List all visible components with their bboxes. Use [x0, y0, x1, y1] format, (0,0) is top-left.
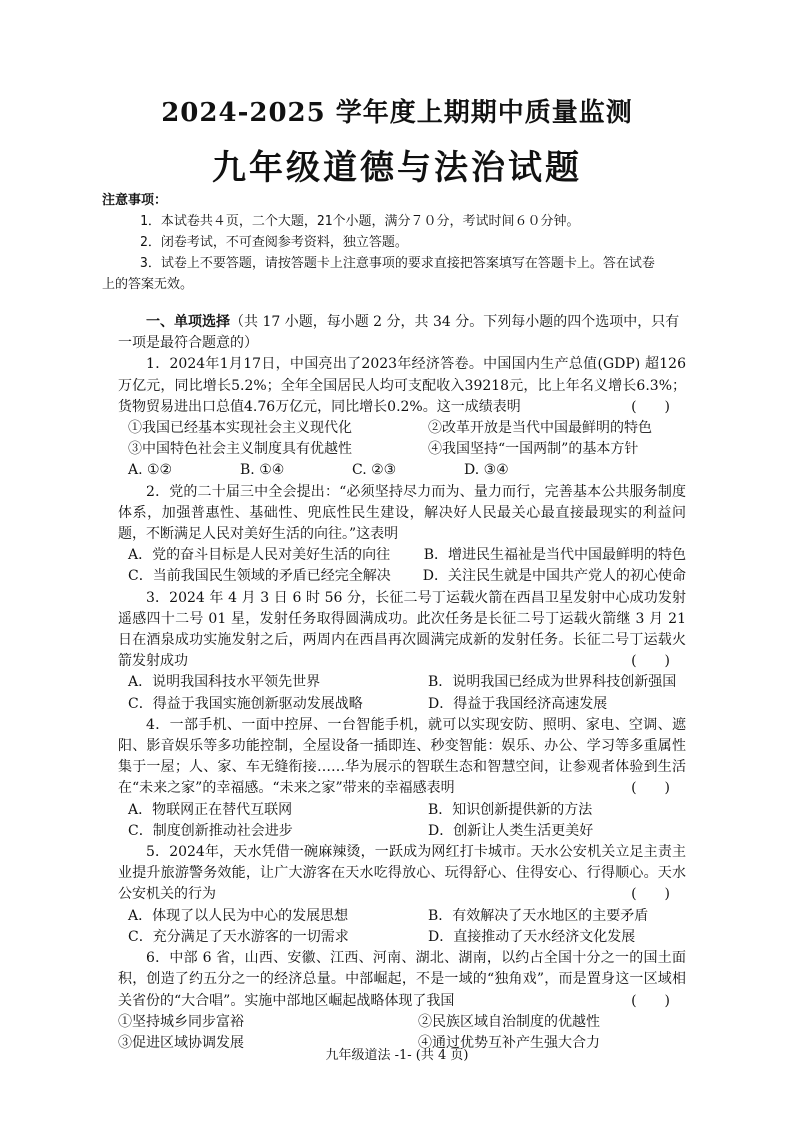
choice-a: A．说明我国科技水平领先世界 [128, 674, 321, 691]
section-instructions: （共 17 小题，每小题 2 分，共 34 分。下列每小题的四个选项中，只有一项是最符合题意的） [118, 314, 680, 352]
choice-b: B．增进民生福祉是当代中国最鲜明的特色 [423, 547, 686, 564]
choice-b: B．知识创新提供新的方法 [428, 801, 593, 818]
answer-blank: ( ) [631, 653, 670, 670]
statement-2: ②改革开放是当代中国最鲜明的特色 [428, 420, 652, 437]
choice-a: A．党的奋斗目标是人民对美好生活的向往 [128, 547, 391, 564]
choice-d: D. ③④ [464, 462, 509, 479]
section-title: 一、单项选择 [146, 314, 230, 330]
choice-c: C．当前我国民生领域的矛盾已经完全解决 [128, 568, 391, 585]
answer-blank: ( ) [631, 398, 670, 415]
question-4-stem [118, 715, 686, 800]
question-text: 6．中部 6 省，山西、安徽、江西、河南、湖北、湖南，以约占全国十分之一的国土面积，创造了约五分之一的经济总量。中部崛起，不是一域的“独角戏”，而是置身这一区域相关省份的“大合唱”。实施中部地区崛起战略体现了我国 [118, 950, 686, 1009]
question-6-stem [118, 948, 686, 1012]
option-row [118, 800, 686, 821]
notes-block [102, 190, 718, 295]
choice-row [118, 460, 686, 481]
note-item-continued: 上的答案无效。 [102, 277, 194, 292]
statement-3: ③中国特色社会主义制度具有优越性 [128, 441, 352, 458]
choice-d: D．直接推动了天水经济文化发展 [428, 928, 636, 945]
option-row [118, 821, 686, 842]
option-row [118, 672, 686, 693]
statement-1: ①我国已经基本实现社会主义现代化 [128, 420, 352, 437]
option-row [118, 545, 686, 566]
statement-2: ②民族区域自治制度的优越性 [418, 1013, 600, 1030]
notes-heading: 注意事项： [102, 193, 168, 208]
option-row [118, 418, 686, 439]
exam-subtitle: 九年级道德与法治试题 [212, 148, 582, 188]
question-text: 4．一部手机、一面中控屏、一台智能手机，就可以实现安防、照明、家电、空调、遮阳、影音娱乐等多功能控制，全屋设备一插即连、秒变智能：娱乐、办公、学习等多重属性集于一屋；人、家、车无缝衔接……华为展示的智联生态和智慧空间，让参观者体验到生活在“未来之家”的幸福感。“未来之家”带来的幸福感表明 [118, 716, 686, 797]
statement-1: ①坚持城乡同步富裕 [118, 1013, 244, 1030]
note-item: 2．闭卷考试，不可查阅参考资料，独立答题。 [140, 235, 408, 250]
choice-d: D．得益于我国经济高速发展 [428, 695, 608, 712]
statement-4: ④通过优势互补产生强大合力 [418, 1034, 600, 1051]
choice-c: C．制度创新推动社会进步 [128, 822, 293, 839]
choice-d: D．关注民生就是中国共产党人的初心使命 [422, 568, 686, 585]
statement-3: ③促进区域协调发展 [118, 1034, 244, 1051]
choice-c: C. ②③ [352, 462, 397, 479]
choice-d: D．创新让人类生活更美好 [428, 822, 594, 839]
question-1-stem [118, 354, 686, 418]
option-row [118, 906, 686, 927]
option-row [118, 439, 686, 460]
question-2-stem: 2．党的二十届三中全会提出：“必须坚持尽力而为、量力而行，完善基本公共服务制度体系，加强普惠性、基础性、兜底性民生建设，解决好人民最关心最直接最现实的利益问题，不断满足人民对美好生活的向往。”这表明 [118, 483, 686, 543]
questions-body [118, 312, 686, 1054]
choice-a: A. ①② [128, 462, 173, 479]
choice-b: B. ①④ [240, 462, 285, 479]
answer-blank: ( ) [631, 992, 670, 1009]
option-row [118, 694, 686, 715]
page-footer: 九年级道法 -1- (共 4 页) [325, 1048, 469, 1063]
question-text: 5．2024年，天水凭借一碗麻辣烫，一跃成为网红打卡城市。天水公安机关立足主责主业提升旅游警务效能，让广大游客在天水吃得放心、玩得舒心、住得安心、行得顺心。天水公安机关的行为 [118, 844, 686, 903]
note-item: 1．本试卷共４页，二个大题，21个小题，满分７０分，考试时间６０分钟。 [140, 214, 580, 229]
answer-blank: ( ) [631, 886, 670, 903]
choice-b: B．有效解决了天水地区的主要矛盾 [428, 907, 649, 924]
option-row [118, 566, 686, 587]
answer-blank: ( ) [631, 780, 670, 797]
choice-a: A．物联网正在替代互联网 [128, 801, 293, 818]
section-heading [118, 312, 686, 354]
note-item: 3．试卷上不要答题，请按答题卡上注意事项的要求直接把答案填写在答题卡上。答在试卷 [140, 256, 655, 271]
choice-c: C．得益于我国实施创新驱动发展战略 [128, 695, 363, 712]
option-row [118, 1012, 686, 1033]
option-row [118, 927, 686, 948]
choice-c: C．充分满足了天水游客的一切需求 [128, 928, 349, 945]
choice-b: B．说明我国已经成为世界科技创新强国 [428, 674, 677, 691]
question-text: 3．2024 年 4 月 3 日 6 时 56 分，长征二号丁运载火箭在西昌卫星发射中心成功发射遥感四十二号 01 星，发射任务取得圆满成功。此次任务是长征二号丁运载火箭继 3 月 21 日在酒泉成功实施发射之后，两周内在西昌再次圆满完成新的发射任务。长征二号丁运载火箭发射成功 [118, 589, 686, 670]
exam-title: 2024-2025 学年度上期期中质量监测 [161, 98, 633, 128]
statement-4: ④我国坚持“一国两制”的基本方针 [428, 441, 639, 458]
question-3-stem [118, 588, 686, 673]
choice-a: A．体现了以人民为中心的发展思想 [128, 907, 349, 924]
question-5-stem [118, 842, 686, 906]
question-text: 1．2024年1月17日，中国亮出了2023年经济答卷。中国国内生产总值(GDP) 超126万亿元，同比增长5.2%；全年全国居民人均可支配收入39218元，比上年名义增长6.3%；货物贸易进出口总值4.76万亿元，同比增长0.2%。这一成绩表明 [118, 356, 686, 415]
